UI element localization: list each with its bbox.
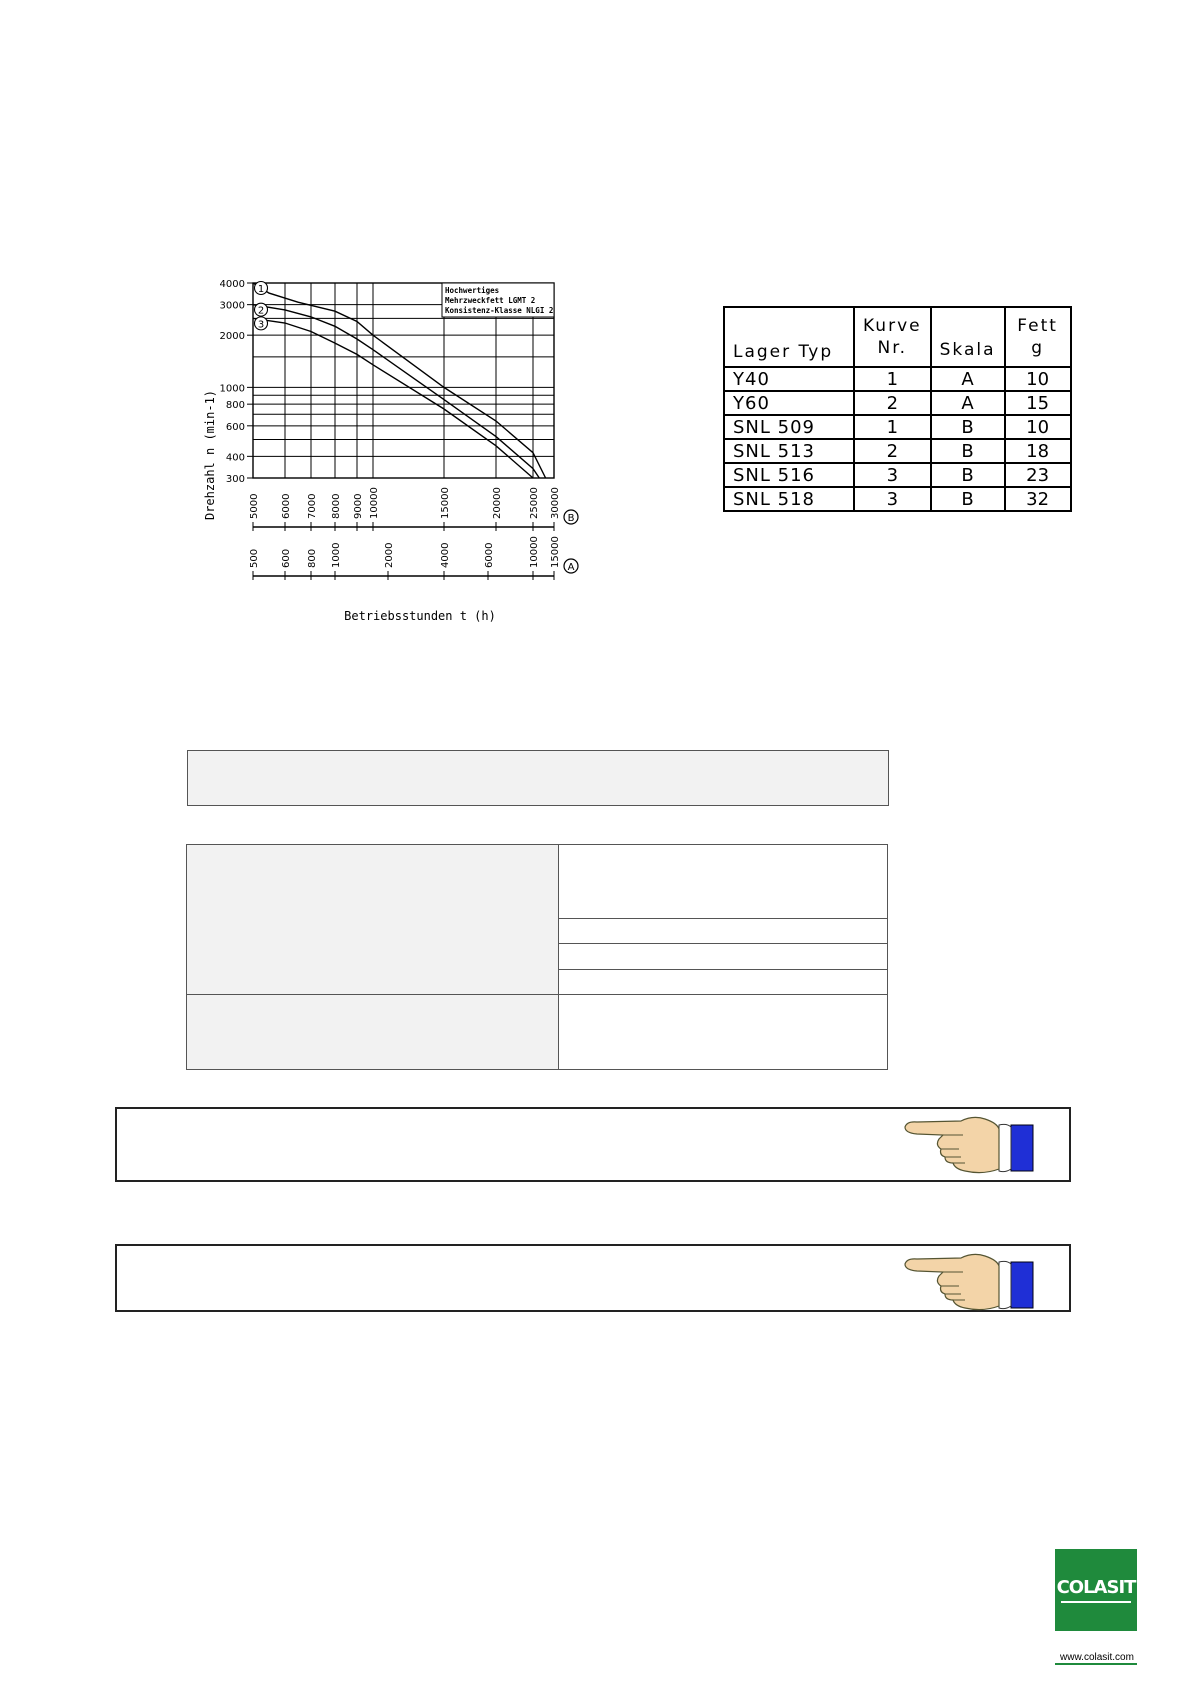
table-row [724,391,1071,415]
chart-svg [180,265,640,645]
curve-marker-label: 2 [257,305,265,317]
y-tick-label: 2000 [219,331,245,343]
curve-marker-label: 1 [257,284,265,295]
website-rule [1055,1663,1137,1665]
cell-fett: 18 [1005,439,1071,463]
y-tick-label: 400 [225,452,245,464]
note-box [115,1107,1071,1182]
cell-fett: 10 [1005,367,1071,391]
header-skala: Skala [931,307,1005,367]
logo-text: COLASIT [1056,1577,1136,1598]
grid-cell-value-2 [559,919,887,944]
x-tick-label: 5000 [249,493,260,519]
y-tick-label: 600 [225,421,245,433]
scale-b-label: B [567,513,575,524]
cell-lager-typ: Y60 [724,391,854,415]
logo-underline [1061,1601,1131,1603]
x-tick-label: 500 [249,548,260,568]
cell-kurve: 3 [854,487,931,511]
cell-skala: B [931,487,1005,511]
cell-fett: 15 [1005,391,1071,415]
x-tick-label: 4000 [440,542,451,568]
chart-legend-box [442,283,554,317]
cell-fett: 32 [1005,487,1071,511]
pointing-hand-icon [903,1250,1035,1312]
header-fett-line1: Fett [1017,316,1058,336]
cell-skala: B [931,439,1005,463]
table-row [724,367,1071,391]
pointing-hand-icon [903,1113,1035,1175]
table-row [724,439,1071,463]
curve-markers [255,282,268,331]
cell-fett: 10 [1005,415,1071,439]
x-tick-label: 600 [281,548,292,568]
cell-skala: A [931,391,1005,415]
grid-cell-label-2 [187,995,559,1069]
legend-line: Konsistenz-Klasse NLGI 2 [445,306,554,315]
x-tick-label: 6000 [281,493,292,519]
grid-cell-value-3 [559,944,887,970]
info-box [187,750,889,806]
cell-lager-typ: Y40 [724,367,854,391]
header-lager-typ: Lager Typ [724,307,854,367]
x-axis-label: Betriebsstunden t (h) [344,609,496,623]
scale-a-label: A [567,562,575,573]
x-tick-label: 1000 [331,542,342,568]
cell-lager-typ: SNL 513 [724,439,854,463]
y-axis-label: Drehzahl n (min-1) [203,389,217,521]
x-tick-label: 10000 [529,536,540,568]
x-tick-label: 6000 [484,542,495,568]
series-line-3 [253,318,533,478]
grid-cell-value-4 [559,970,887,995]
y-tick-label: 1000 [219,383,245,395]
cell-lager-typ: SNL 509 [724,415,854,439]
x-tick-label: 20000 [492,487,503,519]
x-tick-label: 800 [307,548,318,568]
data-grid [186,844,888,1070]
lubrication-chart [180,265,640,645]
x-tick-label: 9000 [353,493,364,519]
x-tick-label: 30000 [550,487,561,519]
grid-cell-label-1 [187,845,559,995]
header-fett-line2: g [1031,338,1044,358]
x-tick-label: 10000 [369,487,380,519]
grid-cell-value-1 [559,845,887,919]
table-header-row [724,307,1071,367]
x-tick-label: 2000 [384,542,395,568]
cell-fett: 23 [1005,463,1071,487]
x-tick-label: 8000 [331,493,342,519]
header-kurve-line1: Kurve [863,316,922,336]
cell-kurve: 2 [854,439,931,463]
cell-kurve: 3 [854,463,931,487]
x-tick-label: 15000 [550,536,561,568]
curve-marker-label: 3 [257,319,265,331]
y-tick-label: 300 [225,474,245,485]
cell-skala: B [931,463,1005,487]
cell-skala: B [931,415,1005,439]
header-kurve [854,307,931,367]
cell-kurve: 2 [854,391,931,415]
website-link[interactable]: www.colasit.com [1060,1652,1134,1663]
cell-kurve: 1 [854,367,931,391]
x-scale-b [249,487,578,531]
y-tick-label: 3000 [219,300,245,312]
x-tick-label: 7000 [307,493,318,519]
cell-lager-typ: SNL 516 [724,463,854,487]
grid-cell-value-5 [559,995,887,1069]
table-row [724,487,1071,511]
header-fett [1005,307,1071,367]
y-tick-labels [220,279,253,485]
y-tick-label: 800 [225,400,245,412]
legend-line: Hochwertiges [445,286,500,295]
cell-lager-typ: SNL 518 [724,487,854,511]
x-scale-a [249,536,578,580]
cell-skala: A [931,367,1005,391]
cell-kurve: 1 [854,415,931,439]
header-kurve-line2: Nr. [877,338,908,358]
colasit-logo [1055,1549,1137,1631]
bearing-table [723,306,1072,512]
legend-line: Mehrzweckfett LGMT 2 [445,296,536,305]
x-tick-label: 25000 [529,487,540,519]
note-box [115,1244,1071,1312]
table-row [724,463,1071,487]
y-tick-label: 4000 [219,279,245,290]
table-row [724,415,1071,439]
x-tick-label: 15000 [440,487,451,519]
